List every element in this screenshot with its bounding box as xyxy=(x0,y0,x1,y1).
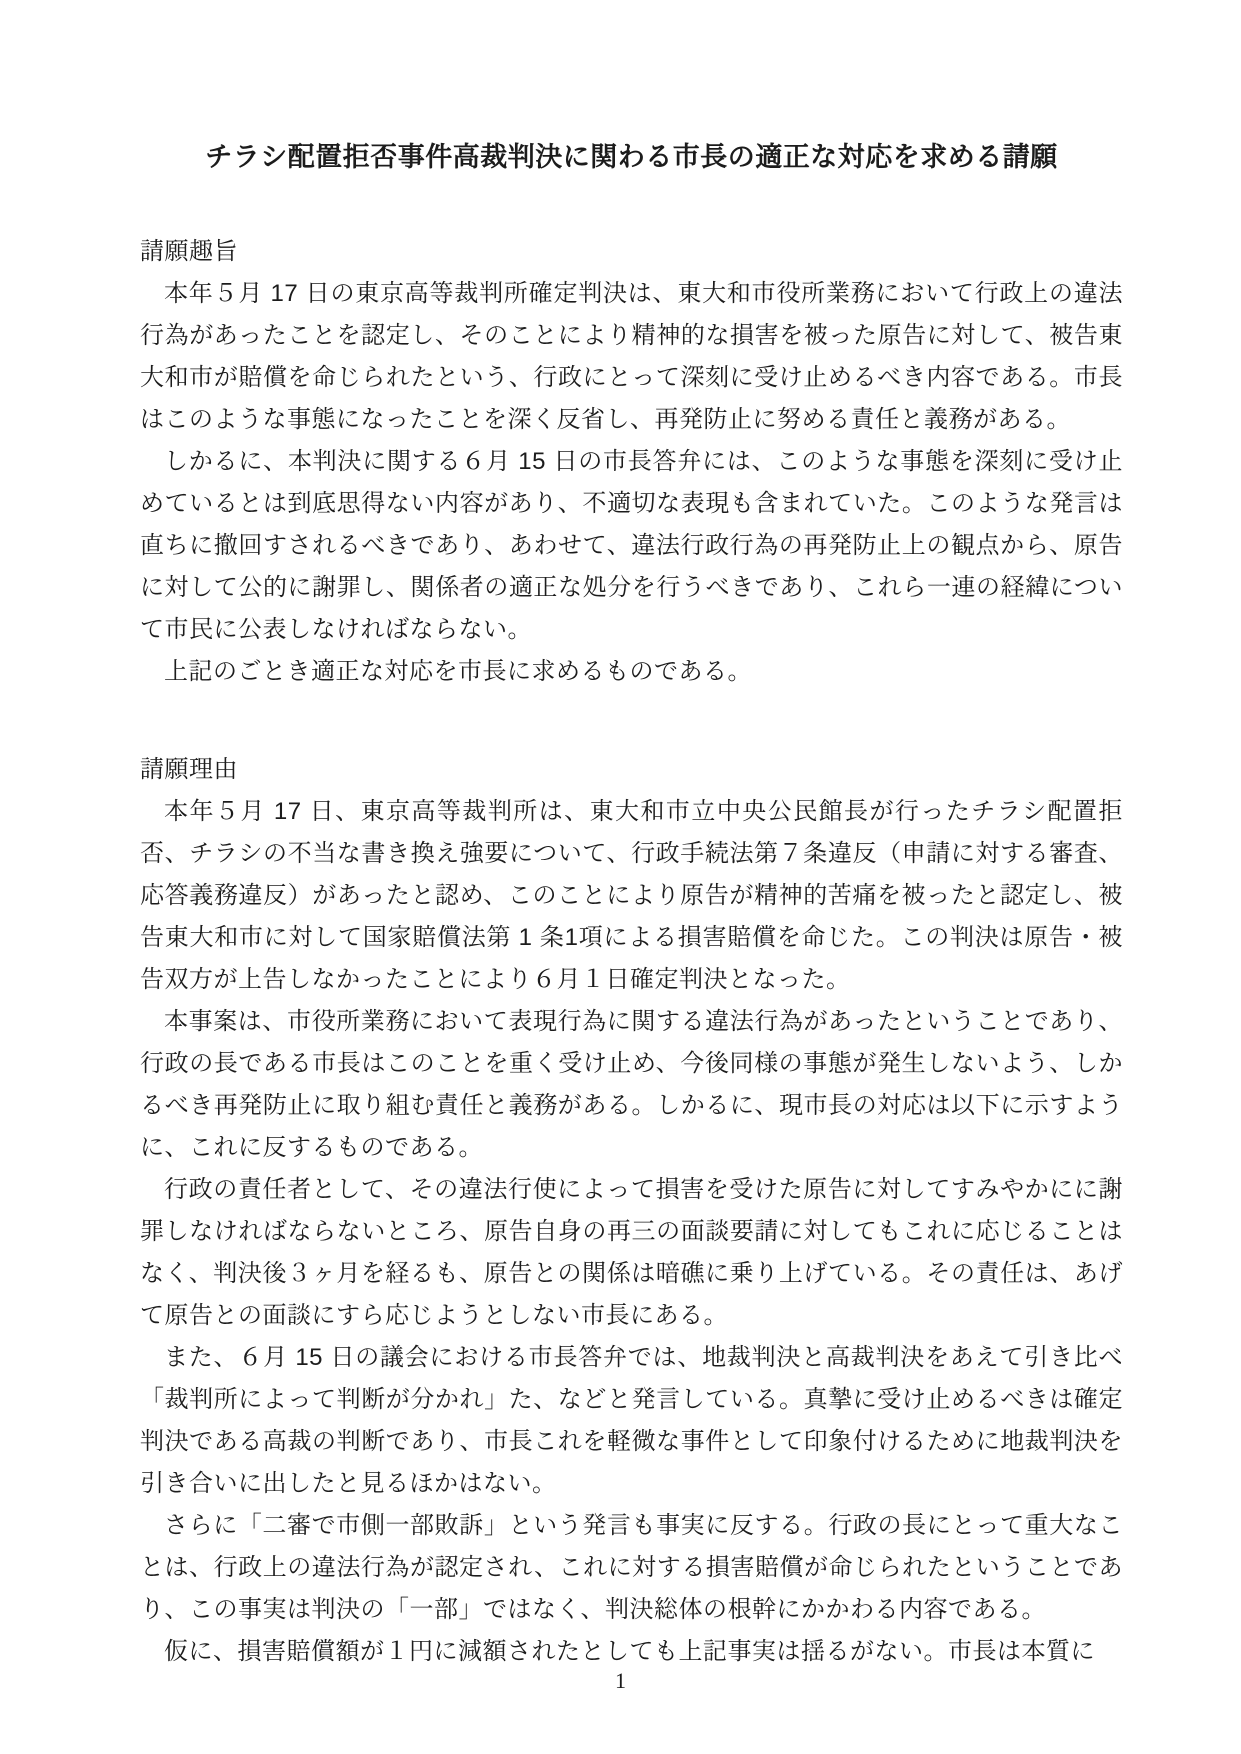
section-petition-reasons xyxy=(140,749,1123,1673)
section-heading-petition-purpose: 請願趣旨 xyxy=(140,238,238,266)
paragraph: 行政の責任者として、その違法行使によって損害を受けた原告に対してすみやかにに謝罪しなければならないところ、原告自身の再三の面談要請に対してもこれに応じることはなく、判決後３ヶ月を経るも、原告との関係は暗礁に乗り上げている。その責任は、あげて原告との面談にすら応じようとしない市長にある。 xyxy=(140,1176,1123,1330)
paragraph: 本年５月 17 日、東京高等裁判所は、東大和市立中央公民館長が行ったチラシ配置拒否、チラシの不当な書き換え強要について、行政手続法第７条違反（申請に対する審査、応答義務違反）があったと認め、このことにより原告が精神的苦痛を被ったと認定し、被告東大和市に対して国家賠償法第 1 条1項による損害賠償を命じた。この判決は原告・被告双方が上告しなかったことにより６月１日確定判決となった。 xyxy=(140,798,1123,994)
paragraph: 本事案は、市役所業務において表現行為に関する違法行為があったということであり、行政の長である市長はこのことを重く受け止め、今後同様の事態が発生しないよう、しかるべき再発防止に取り組む責任と義務がある。しかるに、現市長の対応は以下に示すように、これに反するものである。 xyxy=(140,1008,1123,1162)
section-petition-purpose xyxy=(140,231,1123,693)
section-heading-petition-reasons: 請願理由 xyxy=(140,756,238,784)
paragraph: 仮に、損害賠償額が１円に減額されたとしても上記事実は揺るがない。市長は本質に xyxy=(164,1638,1095,1666)
page-number: 1 xyxy=(615,1668,626,1693)
paragraph: さらに「二審で市側一部敗訴」という発言も事実に反する。行政の長にとって重大なことは、行政上の違法行為が認定され、これに対する損害賠償が命じられたということであり、この事実は判決の「一部」ではなく、判決総体の根幹にかかわる内容である。 xyxy=(140,1512,1123,1624)
document-title: チラシ配置拒否事件高裁判決に関わる市長の適正な対応を求める請願 xyxy=(205,142,1058,172)
paragraph: 本年５月 17 日の東京高等裁判所確定判決は、東大和市役所業務において行政上の違法行為があったことを認定し、そのことにより精神的な損害を被った原告に対して、被告東大和市が賠償を命じられたという、行政にとって深刻に受け止めるべき内容である。市長はこのような事態になったことを深く反省し、再発防止に努める責任と義務がある。 xyxy=(140,280,1123,434)
paragraph: また、６月 15 日の議会における市長答弁では、地裁判決と高裁判決をあえて引き比べ「裁判所によって判断が分かれ」た、などと発言している。真摯に受け止めるべきは確定判決である高裁の判断であり、市長これを軽微な事件として印象付けるために地裁判決を引き合いに出したと見るほかはない。 xyxy=(140,1344,1123,1498)
paragraph: しかるに、本判決に関する６月 15 日の市長答弁には、このような事態を深刻に受け止めているとは到底思得ない内容があり、不適切な表現も含まれていた。このような発言は直ちに撤回すされるべきであり、あわせて、違法行政行為の再発防止上の観点から、原告に対して公的に謝罪し、関係者の適正な処分を行うべきであり、これら一連の経緯について市民に公表しなければならない。 xyxy=(140,448,1123,644)
paragraph: 上記のごとき適正な対応を市長に求めるものである。 xyxy=(164,658,752,686)
